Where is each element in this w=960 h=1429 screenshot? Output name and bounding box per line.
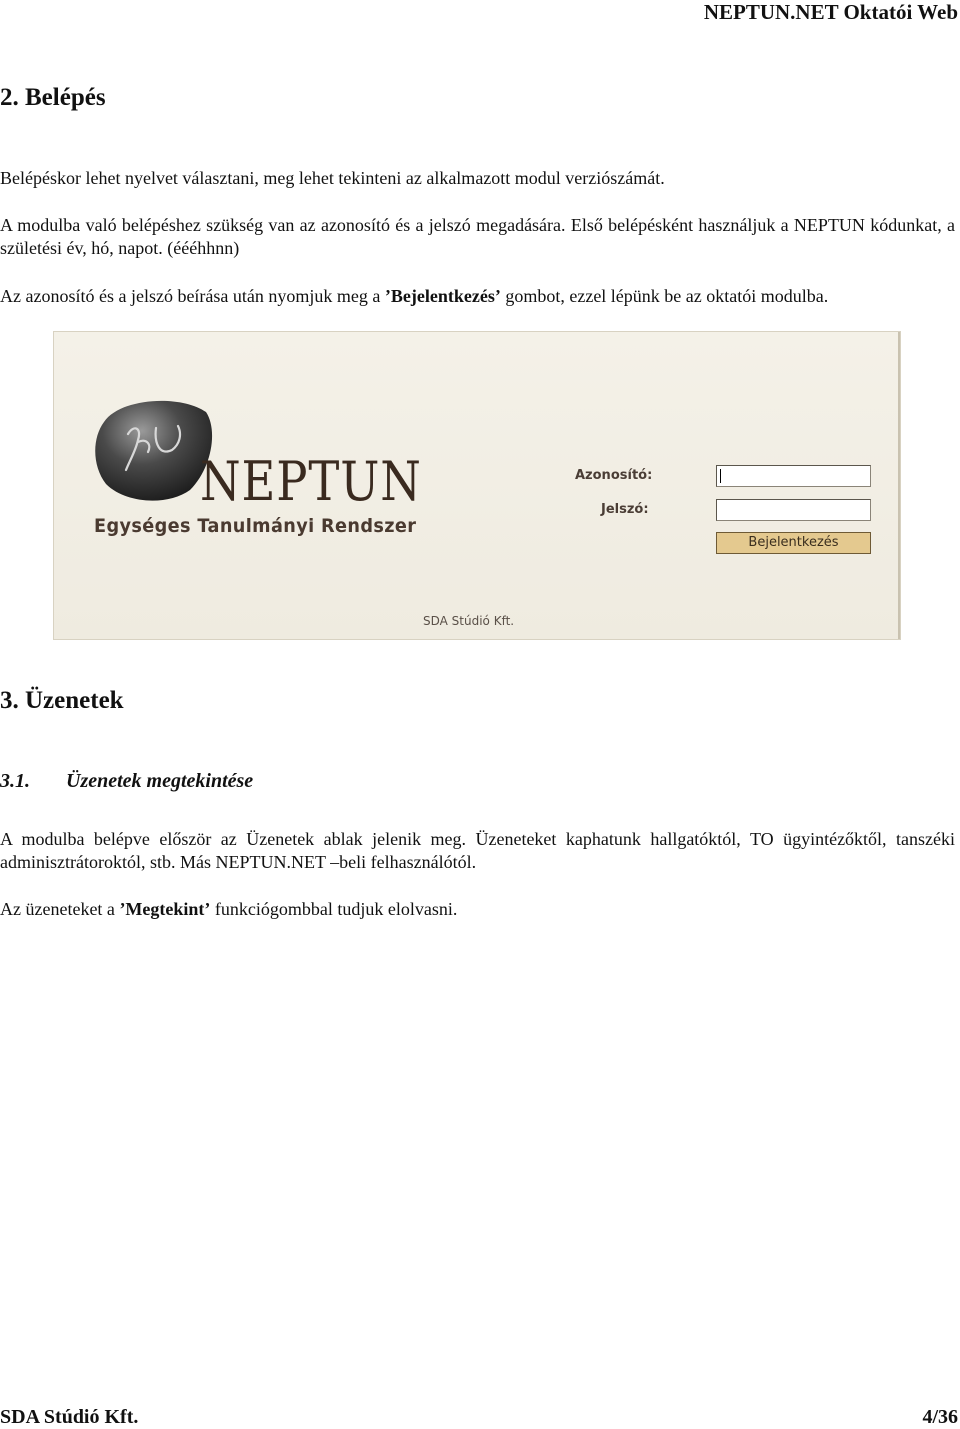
- neptun-tagline: Egységes Tanulmányi Rendszer: [94, 515, 417, 537]
- button-reference-megtekint: ’Megtekint’: [119, 899, 211, 919]
- sda-credit: SDA Stúdió Kft.: [423, 614, 515, 628]
- footer-page-number: 4/36: [922, 1406, 958, 1428]
- section-heading-belepes: 2. Belépés: [0, 84, 106, 111]
- subsection-heading: [0, 770, 253, 793]
- footer-company: SDA Stúdió Kft.: [0, 1406, 139, 1428]
- text-segment: Az üzeneteket a: [0, 899, 120, 919]
- subsection-title: Üzenetek megtekintése: [66, 770, 254, 792]
- login-screenshot: [53, 331, 901, 640]
- text-segment: Az azonosító és a jelszó beírása után nyomjuk meg a: [0, 286, 385, 306]
- paragraph-view-messages: [0, 898, 955, 921]
- password-label: Jelszó:: [601, 502, 649, 517]
- section-heading-uzenetek: 3. Üzenetek: [0, 687, 124, 714]
- neptun-brand-logo: NEPTUN: [200, 450, 422, 513]
- password-input[interactable]: [716, 499, 871, 521]
- text-segment: gombot, ezzel lépünk be az oktatói modulba.: [500, 286, 829, 306]
- button-reference-bejelentkezes: ’Bejelentkezés’: [384, 286, 501, 306]
- subsection-number: 3.1.: [0, 770, 30, 792]
- divider: [898, 332, 900, 639]
- paragraph-messages-window: A modulba belépve először az Üzenetek ablak jelenik meg. Üzeneteket kaphatunk hallgatóktól, TO ügyintézőktől, tanszéki adminisztrátoroktól, stb. Más NEPTUN.NET –beli felhasználótól.: [0, 829, 955, 872]
- paragraph-credentials: A modulba való belépéshez szükség van az azonosító és a jelszó megadására. Első belépésként használjuk a NEPTUN kódunkat, a születési év, hó, napot. (éééhhnn): [0, 215, 955, 258]
- neptun-stone-logo-icon: [90, 394, 216, 506]
- paragraph-language: Belépéskor lehet nyelvet választani, meg lehet tekinteni az alkalmazott modul verziószámát.: [0, 168, 665, 188]
- text-segment: funkciógombbal tudjuk elolvasni.: [210, 899, 458, 919]
- paragraph-login-instruction: [0, 285, 955, 308]
- username-label: Azonosító:: [575, 468, 653, 483]
- running-header: NEPTUN.NET Oktatói Web: [703, 0, 958, 24]
- username-input[interactable]: [716, 465, 871, 487]
- login-button[interactable]: Bejelentkezés: [716, 532, 871, 554]
